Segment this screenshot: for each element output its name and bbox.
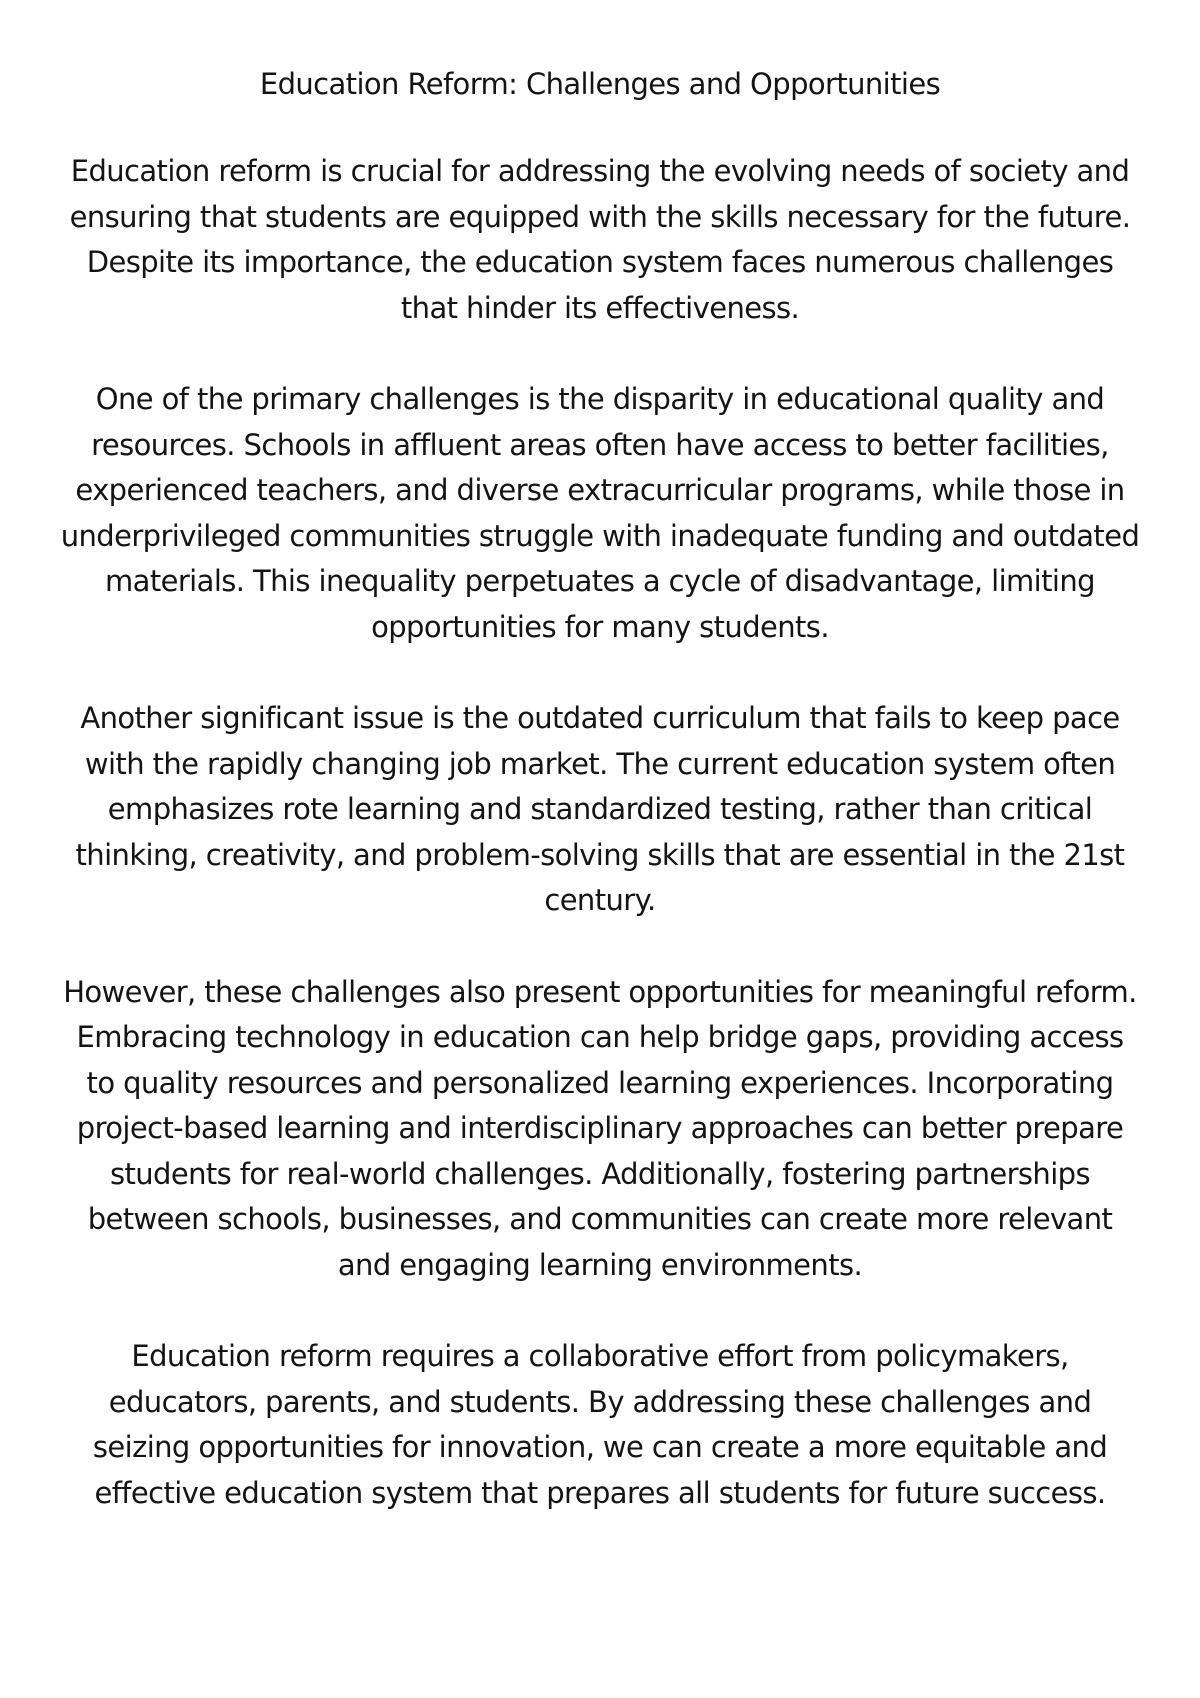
- paragraph-conclusion: Education reform requires a collaborative effort from policymakers, educators, parents, and students. By addressing these challenges and seizing opportunities for innovation, we can create a more equitable and effective education system that prepares all students for future success.: [92, 1339, 1108, 1510]
- paragraph-intro: Education reform is crucial for addressing the evolving needs of society and ensuring that students are equipped with the skills necessary for the future. Despite its importance, the education system faces numerous challenges that hinder its effectiveness.: [69, 154, 1131, 325]
- paragraph-opportunities: However, these challenges also present opportunities for meaningful reform. Embracing technology in education can help bridge gaps, providing access to quality resources and personalized learning experiences. Incorporating project-based learning and interdisciplinary approaches can better prepare students for real-world challenges. Additionally, fostering partnerships between schools, businesses, and communities can create more relevant and engaging learning environments.: [63, 974, 1137, 1282]
- paragraph-disparity: One of the primary challenges is the disparity in educational quality and resources. Schools in affluent areas often have access to better facilities, experienced teachers, and diverse extracurricular programs, while those in underprivileged communities struggle with inadequate funding and outdated materials. This inequality perpetuates a cycle of disadvantage, limiting opportunities for many students.: [60, 382, 1140, 644]
- paragraph-curriculum: Another significant issue is the outdated curriculum that fails to keep pace with the rapidly changing job market. The current education system often emphasizes rote learning and standardized testing, rather than critical thinking, creativity, and problem-solving skills that are essential in the 21st century.: [75, 701, 1125, 917]
- document-title: Education Reform: Challenges and Opportunities: [259, 67, 941, 101]
